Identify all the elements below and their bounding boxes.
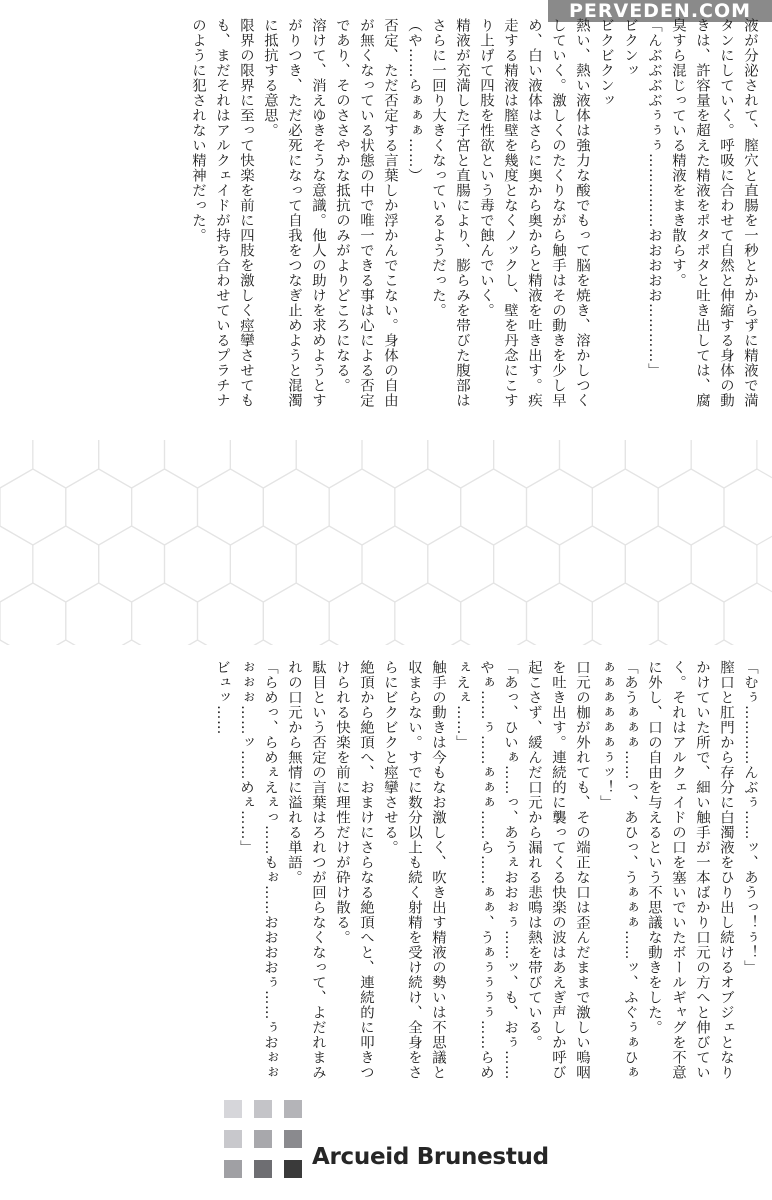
- dialogue-line: 「あっ、ひいぁ……っ、あうぇおおぉぅ……ッ、も、おぅ……やぁ……ぅ……ぁぁぁ……ら……ぁぁ、うぁぅぅぅぅ……らめぇえぇ……」: [454, 660, 518, 1080]
- hexagon-cell: [198, 583, 264, 645]
- hexagon-cell: [33, 440, 99, 488]
- hexagon-cell: [691, 526, 757, 602]
- hexagon-cell: [494, 640, 560, 645]
- bottom-text-columns: [10, 660, 762, 1080]
- hexagon-cell: [0, 440, 33, 488]
- logo-square: [284, 1130, 302, 1148]
- hexagon-cell: [263, 583, 329, 645]
- hexagon-cell: [724, 469, 772, 545]
- paragraph: 液が分泌されて、膣穴と直腸を一秒とかからずに精液で満タンにしていく。呼吸に合わせて自然と伸縮する身体の動きは、許容量を超えた精液をポタポタと吐き出しては、腐臭すら混じっている精液をまき散らす。: [670, 18, 758, 408]
- hexagon-cell: [66, 583, 132, 645]
- paragraph: 溶けて、消えゆきそうな意識。他人の助けを求めようとすがりつき、ただ必死になって自我をつなぎ止めようと混濁に抵抗する意思。: [262, 18, 326, 408]
- sound-effect: ビュッ……: [214, 660, 230, 735]
- logo-square: [254, 1100, 272, 1118]
- logo-square: [284, 1100, 302, 1118]
- dialogue-line: 「むぅ…………んぶぅ……ッ、あうっ！ぅ！」: [742, 660, 758, 975]
- hexagon-cell: [329, 583, 395, 645]
- hexagon-cell: [33, 526, 99, 602]
- hexagon-cell: [329, 469, 395, 545]
- hexagon-cell: [625, 526, 691, 602]
- hexagon-cell: [0, 526, 33, 602]
- hexagon-cell: [198, 469, 264, 545]
- hexagon-cell: [625, 640, 691, 645]
- logo-square: [224, 1100, 242, 1118]
- dialogue-line: 「んぶぶぶぶぅぅぅ……………おおおおお…………」: [646, 18, 662, 378]
- hexagon-cell: [691, 440, 757, 488]
- character-logo: [222, 1096, 562, 1182]
- paragraph: 精液が充満した子宮と直腸により、膨らみを帯びた腹部はさらに一回り大きくなっているようだった。: [430, 18, 470, 408]
- hexagon-cell: [0, 583, 66, 645]
- logo-square: [284, 1160, 302, 1178]
- paragraph: 膣口と肛門から存分に白濁液をひり出し続けるオブジェとなりかけていた所で、細い触手が一本ばかり口元の方へと伸びていく。それはアルクェイドの口を塞いでいたボールギャグを不意に外し、口の自由を与えるという不思議な動きをした。: [646, 660, 734, 1080]
- hexagon-cell: [428, 526, 494, 602]
- hexagon-cell: [33, 640, 99, 645]
- logo-square: [224, 1130, 242, 1148]
- hexagon-cell: [132, 469, 198, 545]
- paragraph: 熱い、熱い液体は強力な酸でもって脳を焼き、溶かしつくしていく。激しくのたくりながら触手はその動きを少し早め、白い液体はさらに奥から奥からと精液を吐き出す。疾走する精液は膣壁を幾度となくノックし、壁を丹念にこすり上げて四肢を性欲という毒で蝕んでいく。: [478, 18, 590, 408]
- hexagon-cell: [165, 526, 231, 602]
- hexagon-cell: [691, 640, 757, 645]
- hexagon-cell: [296, 526, 362, 602]
- paragraph: 否定、ただ否定する言葉しか浮かんでこない。身体の自由が無くなっている状態の中で唯一できる事は心による否定であり、そのささやかな抵抗のみがよりどころになる。: [334, 18, 398, 408]
- paragraph: 触手の動きは今もなお激しく、吹き出す精液の勢いは不思議と収まらない。すでに数分以上も続く射精を受け続け、全身をさらにビクビクと痙攣させる。: [382, 660, 446, 1080]
- hexagon-cell: [362, 440, 428, 488]
- hexagon-cell: [724, 583, 772, 645]
- hexagon-cell: [66, 469, 132, 545]
- dialogue-line: 「らめっ、らめぇえぇっ……もぉ……おおおおぅ……ぅおぉぉぉぉぉ……ッ……めぇ……」: [238, 660, 278, 1080]
- hexagon-cell: [494, 526, 560, 602]
- hexagon-cell: [362, 526, 428, 602]
- hexagon-cell: [132, 583, 198, 645]
- hexagon-cell: [461, 469, 527, 545]
- hexagon-cell: [230, 440, 296, 488]
- hexagon-cell: [560, 440, 626, 488]
- hexagon-cell: [296, 440, 362, 488]
- hexagon-cell: [658, 583, 724, 645]
- hexagon-cell: [527, 469, 593, 545]
- hexagon-cell: [99, 640, 165, 645]
- hexagon-cell: [494, 440, 560, 488]
- hexagon-cell: [99, 526, 165, 602]
- sound-effect: ビクビクンッ: [598, 18, 614, 108]
- hexagon-cell: [395, 583, 461, 645]
- logo-square-grid: [222, 1096, 312, 1182]
- site-watermark: PERVEDEN.COM: [548, 0, 772, 22]
- logo-square: [224, 1160, 242, 1178]
- hexagon-cell: [592, 583, 658, 645]
- paragraph: 限界の限界に至って快楽を前に四肢を激しく痙攣させてもも、まだそれはアルクェイドが持ち合わせているプラチナのように犯されない精神だった。: [190, 18, 254, 408]
- hexagon-cell: [263, 469, 329, 545]
- logo-square: [254, 1130, 272, 1148]
- hexagon-cell: [230, 640, 296, 645]
- hexagon-cell: [0, 469, 66, 545]
- paragraph: 駄目という否定の言葉はろれつが回らなくなって、よだれまみれの口元から無情に溢れる単語。: [286, 660, 326, 1080]
- dialogue-line: 「あうぁぁぁ……っ、あひっ、うぁぁぁ……ッ、ふぐぅぁひぁぁぁぁぁぁぁぅッ！」: [598, 660, 638, 1080]
- hexagon-cell: [362, 640, 428, 645]
- hexagon-cell: [560, 640, 626, 645]
- hexagon-cell: [165, 640, 231, 645]
- hexagon-cell: [461, 583, 527, 645]
- hexagon-cell: [625, 440, 691, 488]
- logo-title: Arcueid Brunestud: [312, 1144, 549, 1170]
- paragraph: 口元の枷が外れても、その端正な口は歪んだままで激しい嗚咽を吐き出す。連続的に襲ってくる快楽の波はあえぎ声しか呼び起こさず、緩んだ口元から漏れる悲鳴は熱を帯びている。: [526, 660, 590, 1080]
- hexagon-cell: [428, 440, 494, 488]
- sound-effect: ビクンッ: [622, 18, 638, 78]
- hexagon-cell: [296, 640, 362, 645]
- dialogue-line: （や……らぁぁぁ……）: [406, 18, 422, 183]
- hexagon-cell: [527, 583, 593, 645]
- hexagon-cell: [99, 440, 165, 488]
- logo-square: [254, 1160, 272, 1178]
- hexagon-cell: [592, 469, 658, 545]
- hexagon-cell: [165, 440, 231, 488]
- hexagon-cell: [560, 526, 626, 602]
- hexagon-pattern-divider: [0, 440, 772, 645]
- hexagon-pattern-graphic: [0, 440, 772, 645]
- hexagon-cell: [428, 640, 494, 645]
- paragraph: 絶頂から絶頂へ、おまけにさらなる絶頂へと、連続的に叩きつけられる快楽を前に理性だけが砕け散る。: [334, 660, 374, 1080]
- hexagon-cell: [658, 469, 724, 545]
- hexagon-cell: [230, 526, 296, 602]
- hexagon-cell: [395, 469, 461, 545]
- hexagon-cell: [0, 640, 33, 645]
- top-text-columns: [10, 18, 762, 418]
